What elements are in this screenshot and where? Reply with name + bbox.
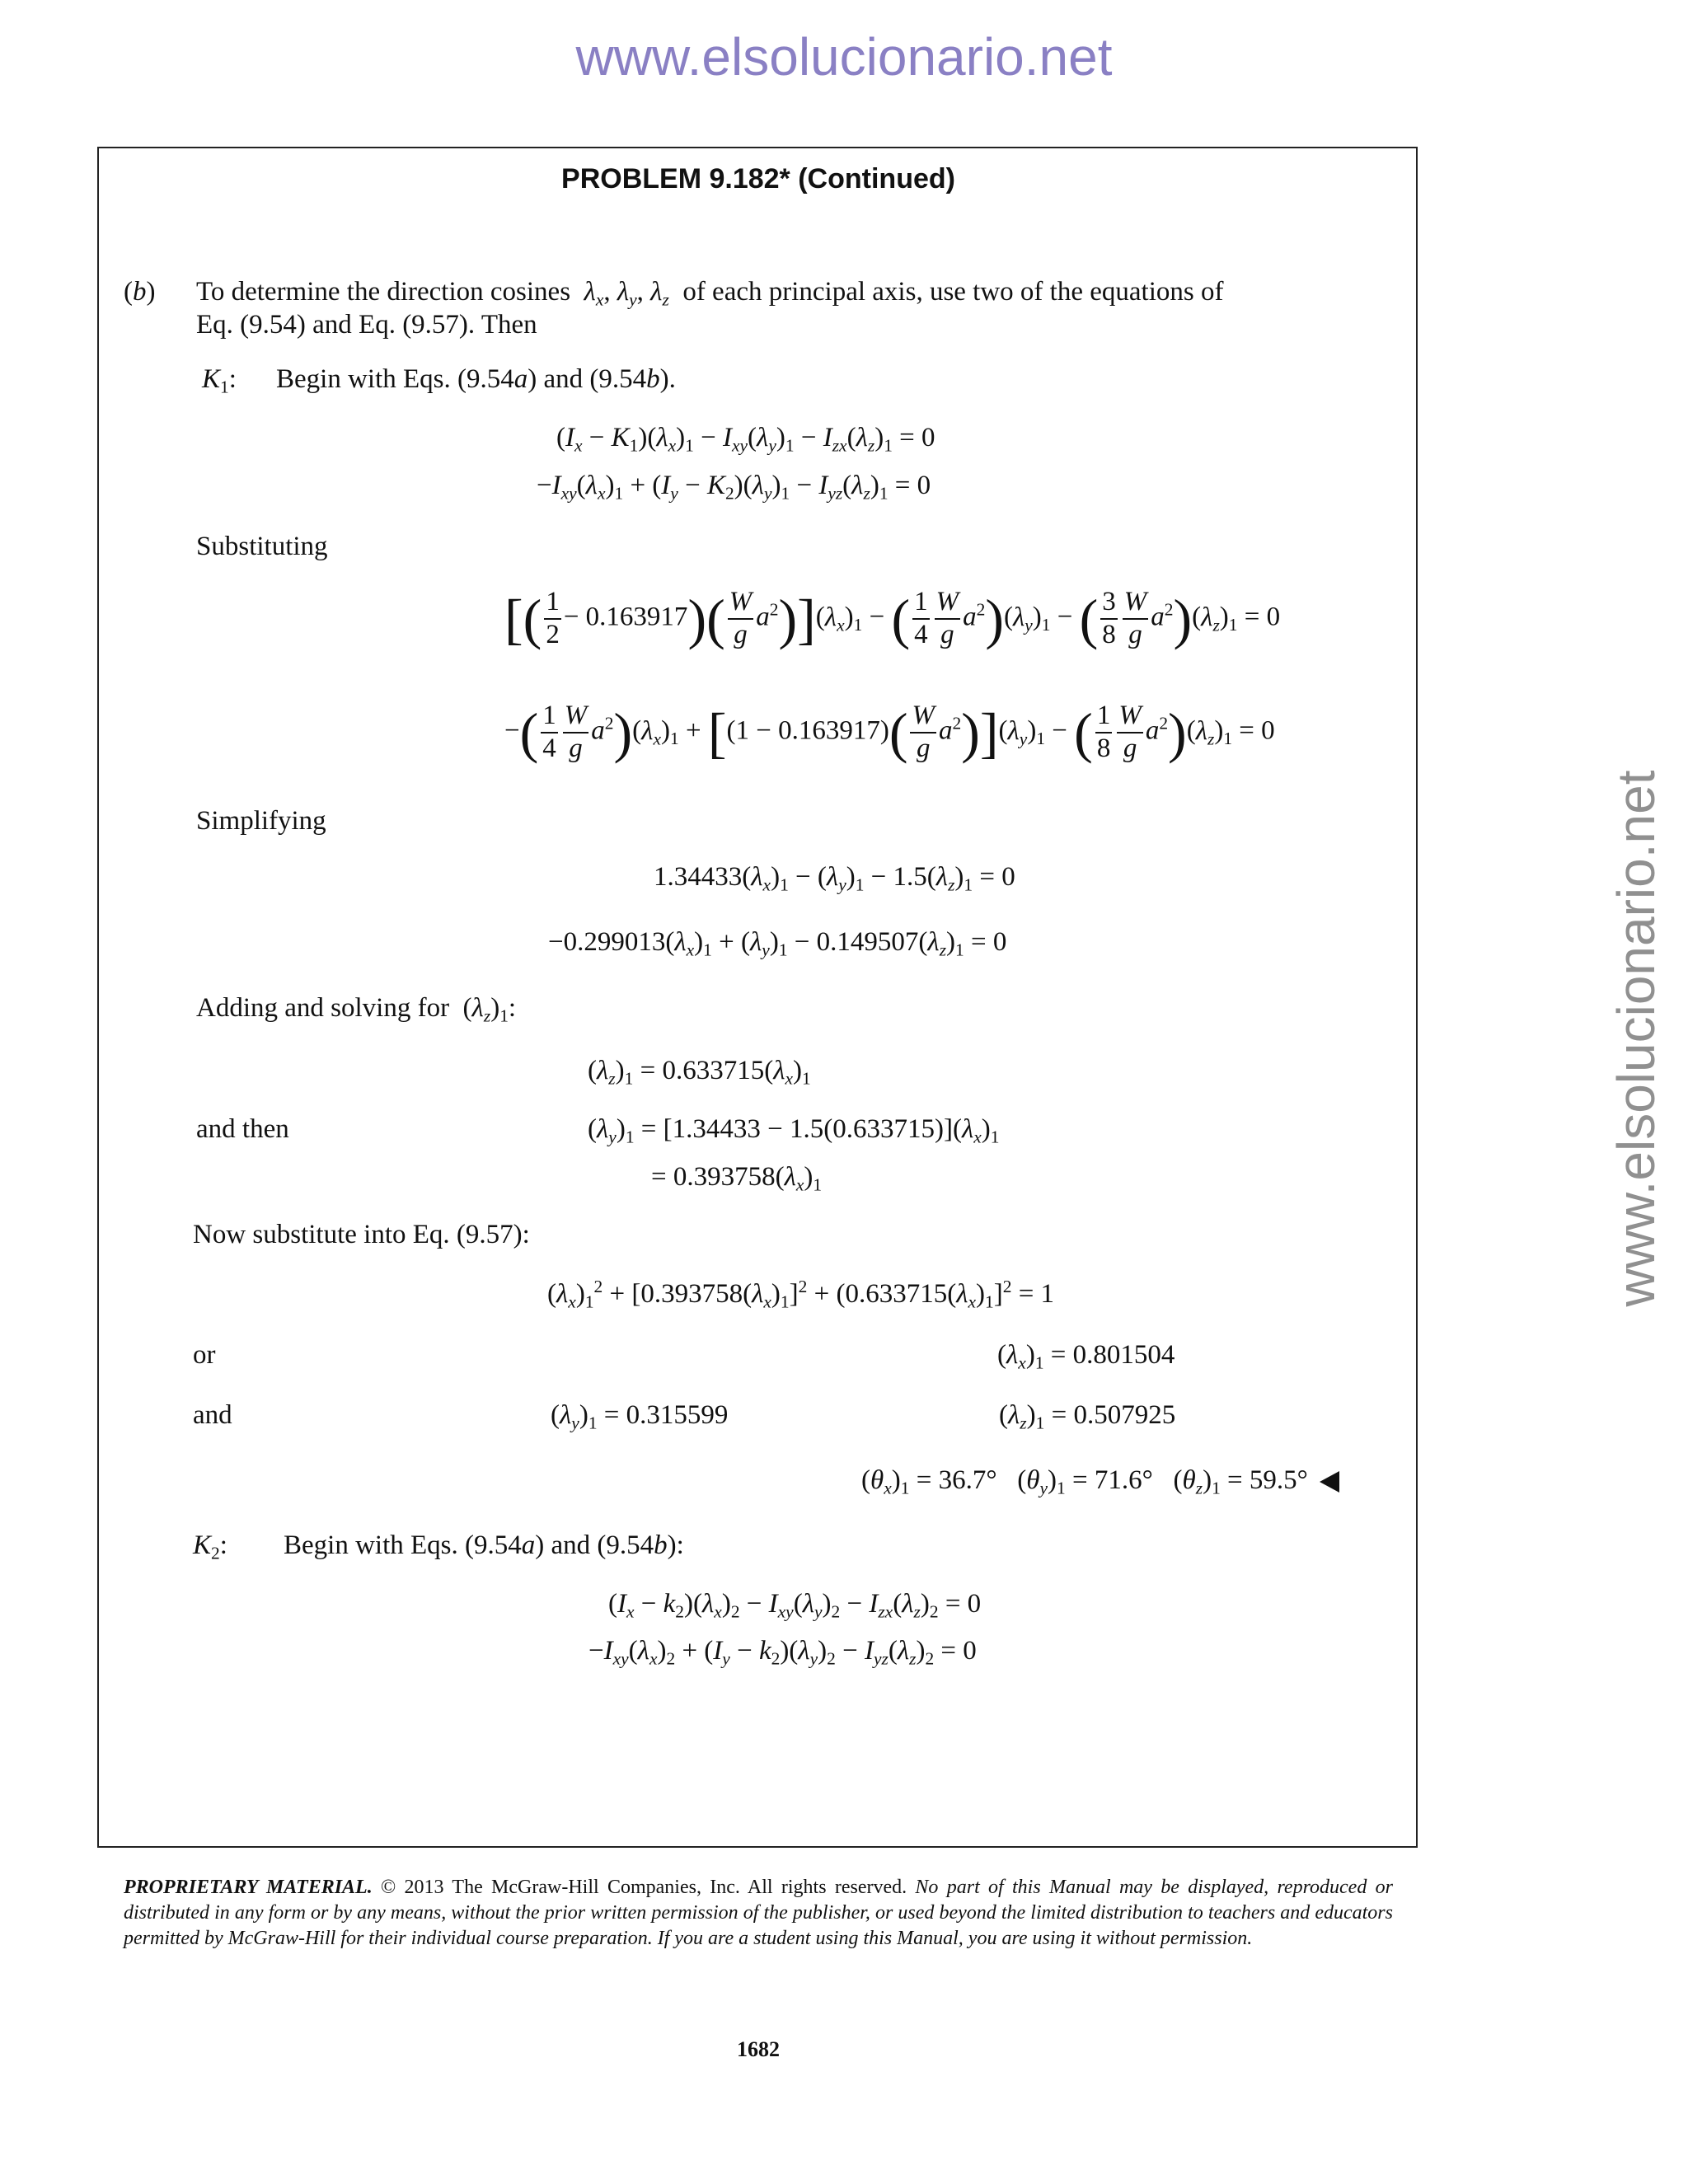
lambda-y-expression-2: = $0.393758(\lambda_x)_1$ xyxy=(651,1162,823,1195)
lambda-y-value: $(\lambda_y)_1 = 0.315599$ xyxy=(551,1400,729,1433)
k2-text: Begin with Eqs. (9.54a) and (9.54b): xyxy=(284,1530,684,1560)
k1-equation-1: $(I_x - K_1)(\lambda_x)_1 - I_{xy}(\lambda_y)_1 - I_{zx}(\lambda_z)_1 = 0$ xyxy=(556,423,935,456)
or-label: or xyxy=(193,1340,216,1370)
k1-equation-2: $-I_{xy}(\lambda_x)_1 + (I_y - K_2)(\lambda_y)_1 - I_{yz}(\lambda_z)_1 = 0$ xyxy=(537,471,931,504)
footer-bold: PROPRIETARY MATERIAL. xyxy=(124,1877,373,1898)
watermark-side: www.elsolucionario.net xyxy=(1606,770,1666,1307)
copyright-notice xyxy=(124,1875,1393,1952)
and-label: and xyxy=(193,1400,232,1430)
part-label: (b) xyxy=(124,277,156,307)
page-title: PROBLEM 9.182* (Continued) xyxy=(561,163,955,194)
k2-equation-2: $-I_{xy}(\lambda_x)_2 + (I_y - k_2)(\lambda_y)_2 - I_{yz}(\lambda_z)_2 = 0$ xyxy=(588,1636,977,1669)
answer-marker-icon xyxy=(1320,1471,1339,1493)
lambda-z-expression: $(\lambda_z)_1 = 0.633715(\lambda_x)_1$ xyxy=(588,1056,811,1089)
simplified-equation-1: $1.34433(\lambda_x)_1 - (\lambda_y)_1 - 1.5(\lambda_z)_1 = 0$ xyxy=(654,862,1015,895)
normalization-equation: $(\lambda_x)_1^2 + [0.393758(\lambda_x)_1]^2 + (0.633715(\lambda_x)_1]^2 = 1$ xyxy=(547,1277,1055,1312)
substituted-equation-1: [( $\frac{1}{2}$ − 0.163917)( $\frac{W}{g}$ $a^2)](\lambda_x)_1$ − ( $\frac{1}{4}$ $\frac{W}{g}$ $a^2)(\lambda_y)_1$ − ( $\frac{3}{8}$ $\frac{W}{g}$ $a^2)(\lambda_z)_1 = 0$ xyxy=(504,587,1281,650)
k2-label: $K_2$: xyxy=(193,1530,227,1563)
now-substitute-text: Now substitute into Eq. (9.57): xyxy=(193,1220,530,1249)
angles-result: $(\theta_x)_1 = 36.7^\circ$ $(\theta_y)_1 = 71.6^\circ$ $(\theta_z)_1 = 59.5^\circ$ xyxy=(861,1465,1339,1496)
intro-line-1: To determine the direction cosines $\lambda_x$, $\lambda_y$, $\lambda_z$ of each principal axis, use two of the equations of xyxy=(196,277,1224,310)
k2-equation-1: $(I_x - k_2)(\lambda_x)_2 - I_{xy}(\lambda_y)_2 - I_{zx}(\lambda_z)_2 = 0$ xyxy=(608,1589,982,1622)
and-then-label: and then xyxy=(196,1114,289,1144)
intro-line-2: Eq. (9.54) and Eq. (9.57). Then xyxy=(196,310,537,340)
substituted-equation-2: −( $\frac{1}{4}$ $\frac{W}{g}$ $a^2)(\lambda_x)_1 + [(1 - 0.163917)$( $\frac{W}{g}$ $a^2)](\lambda_y)_1$ − ( $\frac{1}{8}$ $\frac{W}{g}$ $a^2)(\lambda_z)_1 = 0$ xyxy=(504,701,1275,764)
watermark-top: www.elsolucionario.net xyxy=(575,27,1113,87)
adding-text: Adding and solving for $(\lambda_z)_1$: xyxy=(196,993,517,1026)
simplified-equation-2: $-0.299013(\lambda_x)_1 + (\lambda_y)_1 - 0.149507(\lambda_z)_1 = 0$ xyxy=(548,927,1007,960)
page-number: 1682 xyxy=(737,2037,780,2061)
k1-label: $K_1$: xyxy=(202,364,237,397)
lambda-y-expression-1: $(\lambda_y)_1 = [1.34433 - 1.5(0.633715)](\lambda_x)_1$ xyxy=(588,1114,1000,1147)
footer-plain: © 2013 The McGraw-Hill Companies, Inc. All rights reserved. xyxy=(372,1877,916,1898)
k1-text: Begin with Eqs. (9.54a) and (9.54b). xyxy=(276,364,676,394)
substituting-label: Substituting xyxy=(196,532,328,561)
lambda-z-value: $(\lambda_z)_1 = 0.507925$ xyxy=(999,1400,1176,1433)
lambda-x-value: $(\lambda_x)_1 = 0.801504$ xyxy=(997,1340,1175,1373)
footer-italic: No part of this Manual may be displayed, reproduced or distributed in any form or by any means, without the prior written permission of the publisher, or used beyond the limited distribution to teachers and educators permitted by McGraw-Hill for their individual course preparation. If you are a student using this Manual, you are using it without permission. xyxy=(124,1877,1393,1950)
simplifying-label: Simplifying xyxy=(196,806,326,836)
